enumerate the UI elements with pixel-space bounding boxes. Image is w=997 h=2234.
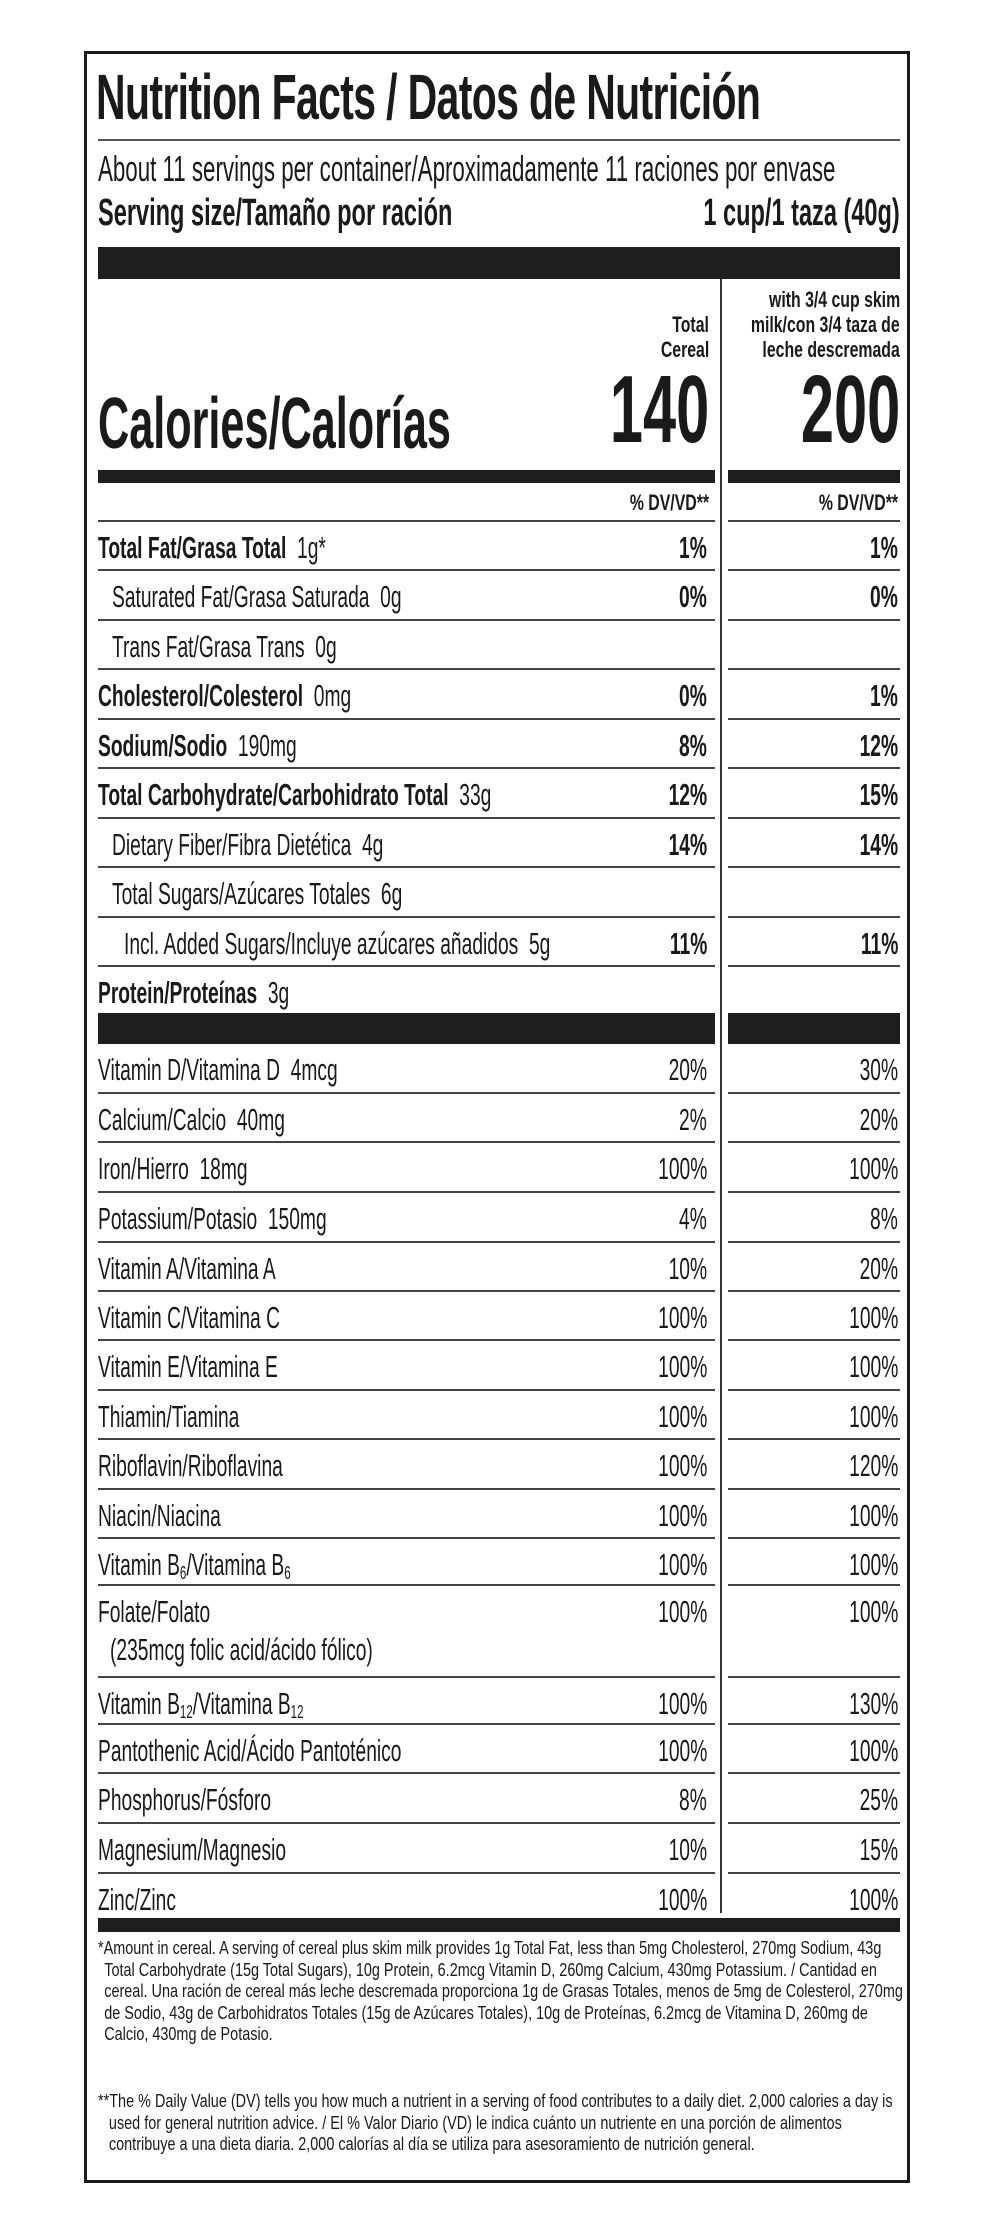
vitamin-row <box>0 1243 997 1292</box>
dv-cereal: 100% <box>657 1498 707 1533</box>
vitamin-name: Riboflavin/Riboflavina <box>98 1448 283 1483</box>
calories-label: Calories/Calorías <box>98 384 451 464</box>
dv-cereal: 100% <box>657 1882 707 1917</box>
dv-with-milk: 100% <box>848 1594 898 1629</box>
dv-cereal: 100% <box>657 1547 707 1582</box>
vitamin-row <box>0 1193 997 1242</box>
dv-with-milk: 20% <box>859 1251 898 1286</box>
column-header-cereal: Total Cereal <box>660 312 709 362</box>
title-divider <box>98 139 900 141</box>
dv-cereal: 100% <box>657 1349 707 1384</box>
thick-divider-vitamins-right <box>728 1013 900 1044</box>
dv-cereal: 100% <box>657 1399 707 1434</box>
thick-divider-calories-right <box>728 470 900 483</box>
vitamin-name: Phosphorus/Fósforo <box>98 1782 272 1817</box>
dv-cereal: 2% <box>679 1102 707 1137</box>
vitamin-row <box>0 1824 997 1873</box>
dv-with-milk: 100% <box>848 1498 898 1533</box>
dv-cereal: 4% <box>679 1201 707 1236</box>
nutrient-name: Total Fat/Grasa Total 1g* <box>98 530 326 565</box>
dv-cereal: 12% <box>668 777 707 812</box>
thick-divider-bottom <box>98 1918 900 1932</box>
dv-cereal: 10% <box>668 1251 707 1286</box>
vitamin-row <box>0 1678 997 1727</box>
vitamin-row <box>0 1044 997 1093</box>
nutrient-row-cholesterol <box>0 670 997 719</box>
vitamin-name: Niacin/Niacina <box>98 1498 221 1533</box>
dv-cereal: 0% <box>679 579 707 614</box>
vitamin-name: Vitamin E/Vitamina E <box>98 1349 278 1384</box>
vitamin-row <box>0 1874 997 1923</box>
dv-with-milk: 20% <box>859 1102 898 1137</box>
dv-with-milk: 12% <box>859 728 898 763</box>
dv-with-milk: 25% <box>859 1782 898 1817</box>
nutrient-row-sodium <box>0 720 997 769</box>
vitamin-name: Vitamin A/Vitamina A <box>98 1251 276 1286</box>
dv-with-milk: 8% <box>870 1201 898 1236</box>
dv-with-milk: 30% <box>859 1052 898 1087</box>
vitamin-row <box>0 1440 997 1489</box>
dv-cereal: 100% <box>657 1594 707 1629</box>
vitamin-row <box>0 1725 997 1774</box>
vitamin-name: Vitamin $B_{12}$/Vitamina $B_{12}$ <box>98 1686 304 1722</box>
vitamin-name: Iron/Hierro 18mg <box>98 1151 248 1186</box>
nutrient-name: Dietary Fiber/Fibra Dietética 4g <box>112 827 384 862</box>
vitamin-row <box>0 1586 997 1676</box>
vitamin-row <box>0 1490 997 1539</box>
serving-size-label: Serving size/Tamaño por ración <box>98 192 453 234</box>
vitamin-name: Magnesium/Magnesio <box>98 1832 287 1867</box>
servings-per-container: About 11 servings per container/Aproximadamente 11 raciones por envase <box>98 148 836 189</box>
dv-with-milk: 11% <box>860 926 898 961</box>
dv-with-milk: 130% <box>848 1686 898 1721</box>
dv-cereal: 14% <box>668 827 707 862</box>
dv-cereal: 1% <box>679 530 707 565</box>
serving-size-value: 1 cup/1 taza (40g) <box>703 192 900 234</box>
vitamin-name: Pantothenic Acid/Ácido Pantoténico <box>98 1733 402 1768</box>
vitamin-name: Vitamin $B_6$/Vitamina $B_6$ <box>98 1547 291 1583</box>
dv-cereal: 100% <box>657 1300 707 1335</box>
dv-with-milk: 1% <box>870 678 898 713</box>
nutrient-name: Total Carbohydrate/Carbohidrato Total 33g <box>98 777 492 812</box>
dv-with-milk: 15% <box>859 777 898 812</box>
dv-cereal: 0% <box>679 678 707 713</box>
thick-divider-top <box>98 247 900 279</box>
nutrient-row-total-sugars <box>0 868 997 917</box>
dv-cereal: 10% <box>668 1832 707 1867</box>
dv-cereal: 8% <box>679 1782 707 1817</box>
vitamin-row <box>0 1341 997 1390</box>
vitamin-name: Calcium/Calcio 40mg <box>98 1102 285 1137</box>
vitamin-name: Vitamin D/Vitamina D 4mcg <box>98 1052 338 1087</box>
dv-cereal: 8% <box>679 728 707 763</box>
calories-cereal: 140 <box>609 356 709 463</box>
nutrient-row-trans-fat <box>0 621 997 670</box>
dv-header-cereal: % DV/VD** <box>629 490 709 515</box>
vitamin-name: Folate/Folato <box>98 1594 211 1629</box>
dv-with-milk: 100% <box>848 1399 898 1434</box>
dv-cereal: 11% <box>669 926 707 961</box>
dv-with-milk: 120% <box>848 1448 898 1483</box>
vitamin-name: Vitamin C/Vitamina C <box>98 1300 280 1335</box>
label-title: Nutrition Facts / Datos de Nutrición <box>96 61 761 133</box>
vitamin-row <box>0 1143 997 1192</box>
dv-with-milk: 1% <box>870 530 898 565</box>
vitamin-name: Thiamin/Tiamina <box>98 1399 240 1434</box>
vitamin-row <box>0 1774 997 1823</box>
nutrient-row-added-sugars <box>0 918 997 967</box>
nutrient-name: Cholesterol/Colesterol 0mg <box>98 678 352 713</box>
thick-divider-vitamins-left <box>98 1013 715 1044</box>
dv-cereal: 100% <box>657 1733 707 1768</box>
dv-cereal: 100% <box>657 1686 707 1721</box>
nutrient-row-protein <box>0 967 997 1016</box>
dv-with-milk: 15% <box>859 1832 898 1867</box>
vitamin-row <box>0 1292 997 1341</box>
vitamin-detail: (235mcg folic acid/ácido fólico) <box>110 1632 373 1667</box>
nutrient-row-total-fat <box>0 522 997 571</box>
nutrient-row-total-carbohydrate <box>0 769 997 818</box>
nutrient-row-saturated-fat <box>0 571 997 620</box>
dv-cereal: 100% <box>657 1448 707 1483</box>
dv-cereal: 100% <box>657 1151 707 1186</box>
nutrient-row-dietary-fiber <box>0 819 997 868</box>
nutrient-name: Protein/Proteínas 3g <box>98 975 290 1010</box>
vitamin-row <box>0 1094 997 1143</box>
nutrient-name: Sodium/Sodio 190mg <box>98 728 297 763</box>
dv-with-milk: 100% <box>848 1733 898 1768</box>
nutrient-name: Total Sugars/Azúcares Totales 6g <box>112 876 403 911</box>
vitamin-name: Potassium/Potasio 150mg <box>98 1201 327 1236</box>
dv-header-with-milk: % DV/VD** <box>818 490 898 515</box>
footnote-daily-value: **The % Daily Value (DV) tells you how much a nutrient in a serving of food contributes to a daily diet. 2,000 calories a day is used for general nutrition advice. / El % Valor Diario (VD) le indica cuánto un nutriente en una porción de alimentos contribuye a una dieta diaria. 2,000 calorías al día se utiliza para asesoramiento de nutrición general. <box>98 2090 893 2154</box>
calories-with-milk: 200 <box>800 356 900 463</box>
vitamin-row <box>0 1391 997 1440</box>
nutrient-name: Incl. Added Sugars/Incluye azúcares añadidos 5g <box>124 926 551 961</box>
vitamin-name: Zinc/Zinc <box>98 1882 176 1917</box>
dv-with-milk: 100% <box>848 1882 898 1917</box>
column-header-with-milk: with 3/4 cup skim milk/con 3/4 taza de leche descremada <box>751 287 900 362</box>
vitamin-row <box>0 1539 997 1588</box>
dv-with-milk: 100% <box>848 1547 898 1582</box>
dv-with-milk: 14% <box>859 827 898 862</box>
dv-with-milk: 100% <box>848 1349 898 1384</box>
nutrient-name: Trans Fat/Grasa Trans 0g <box>112 629 337 664</box>
dv-with-milk: 0% <box>870 579 898 614</box>
thick-divider-calories-left <box>98 470 715 483</box>
dv-cereal: 20% <box>668 1052 707 1087</box>
dv-with-milk: 100% <box>848 1151 898 1186</box>
nutrient-name: Saturated Fat/Grasa Saturada 0g <box>112 579 402 614</box>
footnote-amount: *Amount in cereal. A serving of cereal plus skim milk provides 1g Total Fat, less than 5mg Cholesterol, 270mg Sodium, 43g Total Carbohydrate (15g Total Sugars), 10g Protein, 6.2mcg Vitamin D, 260mg Calcium, 430mg Potassium. / Cantidad en cereal. Una ración de cereal más leche descremada proporciona 1g de Grasas Totales, menos de 5mg de Colesterol, 270mg de Sodio, 43g de Carbohidratos Totales (15g de Azúcares Totales), 10g de Proteínas, 6.2mcg de Vitamina D, 260mg de Calcio, 430mg de Potasio. <box>98 1937 903 2044</box>
dv-with-milk: 100% <box>848 1300 898 1335</box>
